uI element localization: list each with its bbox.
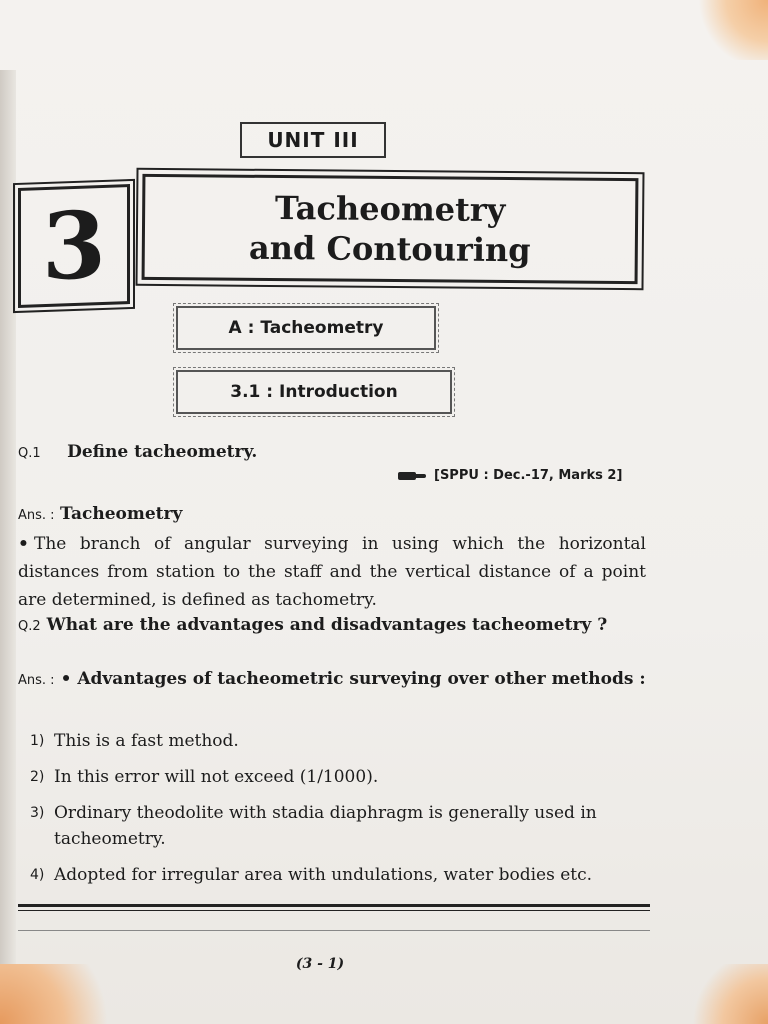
footer-rule-light (18, 930, 650, 931)
chapter-title-line1: Tacheometry (274, 188, 506, 230)
answer-2-title: • Advantages of tacheometric surveying over other methods : (60, 669, 646, 689)
list-item-number: 2) (30, 769, 45, 785)
chapter-title-box (142, 174, 639, 284)
chapter-number-box (18, 184, 130, 308)
answer-2-label: Ans. : (18, 673, 55, 688)
list-item-number: 3) (30, 805, 45, 821)
answer-1-heading (18, 504, 182, 524)
section-heading-intro: 3.1 : Introduction (176, 370, 452, 414)
list-item-text: In this error will not exceed (1/1000). (54, 767, 379, 787)
footer-rule-thin (18, 910, 650, 911)
list-item-text: This is a fast method. (54, 731, 239, 751)
unit-label: UNIT III (240, 122, 386, 158)
list-item-number: 4) (30, 867, 45, 883)
list-item (30, 728, 646, 754)
list-item (30, 764, 646, 790)
answer-1-text: The branch of angular surveying in using which the horizontal distances from station to the staff and the vertical distance of a point are determined, is defined as tachometry. (18, 534, 646, 610)
page-corner-bottom-left (0, 964, 130, 1024)
chapter-number: 3 (41, 190, 106, 302)
question-1-text: Define tacheometry. (67, 442, 258, 462)
advantages-list (30, 728, 646, 898)
question-1-reference (398, 468, 648, 483)
chapter-title-line2: and Contouring (248, 228, 531, 270)
list-item (30, 800, 646, 852)
page-number: (3 - 1) (295, 956, 345, 972)
section-heading-a: A : Tacheometry (176, 306, 436, 350)
answer-1-label: Ans. : (18, 508, 55, 523)
list-item-text: Ordinary theodolite with stadia diaphragm is generally used in tacheometry. (54, 803, 597, 849)
answer-1-paragraph (18, 530, 646, 614)
question-1-number: Q.1 (18, 446, 41, 461)
page-spine-shadow (0, 70, 16, 1024)
list-item-number: 1) (30, 733, 45, 749)
question-2-number: Q.2 (18, 619, 41, 634)
question-1 (18, 442, 658, 462)
reference-text: [SPPU : Dec.-17, Marks 2] (434, 468, 623, 483)
page-corner-bottom-right (688, 964, 768, 1024)
answer-2-heading (18, 666, 646, 694)
question-2 (18, 612, 646, 640)
footer-rule-thick (18, 904, 650, 907)
page-corner-top-right (698, 0, 768, 60)
answer-1-title: Tacheometry (59, 504, 183, 524)
list-item (30, 862, 646, 888)
list-item-text: Adopted for irregular area with undulations, water bodies etc. (54, 865, 593, 885)
question-2-text: What are the advantages and disadvantages tacheometry ? (46, 615, 608, 635)
bullet: • (18, 534, 29, 554)
pointing-hand-icon (398, 469, 426, 483)
